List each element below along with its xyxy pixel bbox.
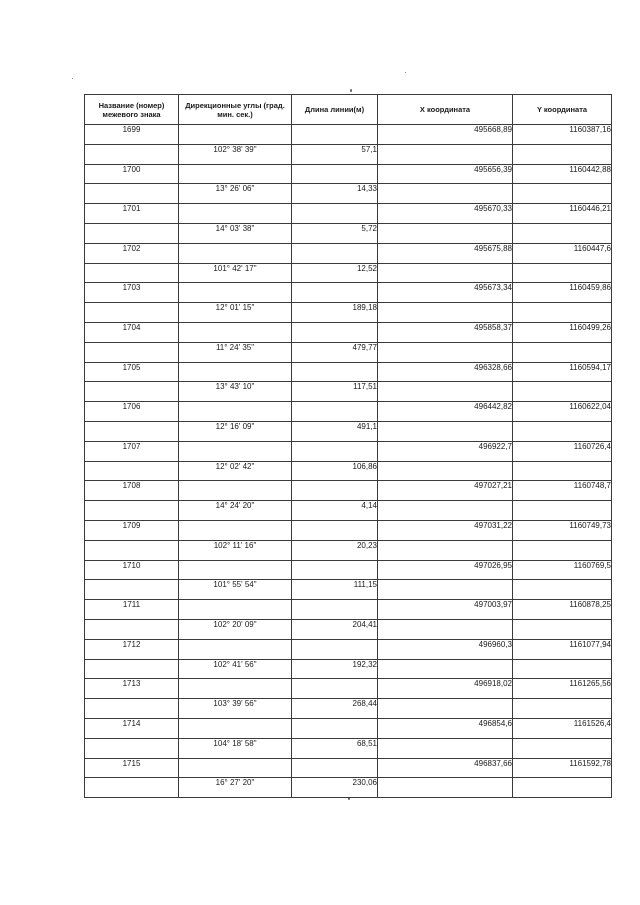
scan-speck [72,78,73,79]
cell-line-length: 106,86 [292,461,378,481]
cell-y-coordinate [513,223,612,243]
cell-line-length [292,520,378,540]
cell-y-coordinate: 1160769,5 [513,560,612,580]
table-row [85,520,612,540]
header-mark-name: Название (номер) межевого знака [85,95,179,125]
cell-bearing [179,679,292,699]
cell-y-coordinate: 1161077,94 [513,639,612,659]
cell-x-coordinate: 495670,33 [378,204,513,224]
table-row [85,481,612,501]
cell-y-coordinate: 1160442,88 [513,164,612,184]
header-line-length: Длина линии(м) [292,95,378,125]
table-row [85,718,612,738]
cell-bearing [179,322,292,342]
cell-bearing [179,243,292,263]
cell-mark-name: 1707 [85,441,179,461]
cell-line-length: 14,33 [292,184,378,204]
table-row [85,778,612,798]
cell-line-length: 5,72 [292,223,378,243]
cell-y-coordinate [513,580,612,600]
table-row [85,184,612,204]
table-row [85,144,612,164]
cell-y-coordinate: 1161265,56 [513,679,612,699]
cell-bearing [179,560,292,580]
cell-x-coordinate: 497027,21 [378,481,513,501]
cell-y-coordinate: 1160499,26 [513,322,612,342]
cell-x-coordinate [378,501,513,521]
cell-line-length: 111,15 [292,580,378,600]
cell-x-coordinate [378,778,513,798]
cell-x-coordinate [378,461,513,481]
cell-line-length [292,718,378,738]
cell-line-length: 192,32 [292,659,378,679]
cell-bearing [179,402,292,422]
cell-bearing [179,125,292,145]
cell-bearing [179,164,292,184]
cell-line-length [292,283,378,303]
cell-line-length [292,639,378,659]
cell-bearing: 102° 41' 56" [179,659,292,679]
table-row [85,382,612,402]
table-row [85,421,612,441]
cell-bearing [179,362,292,382]
cell-bearing [179,718,292,738]
cell-line-length: 57,1 [292,144,378,164]
table-row [85,659,612,679]
cell-line-length: 479,77 [292,342,378,362]
cell-mark-name: 1705 [85,362,179,382]
cell-x-coordinate [378,540,513,560]
cell-y-coordinate: 1160878,25 [513,600,612,620]
cell-mark-name [85,263,179,283]
table-row [85,263,612,283]
table-row [85,758,612,778]
cell-x-coordinate [378,303,513,323]
cell-x-coordinate [378,699,513,719]
cell-line-length [292,362,378,382]
cell-bearing [179,520,292,540]
cell-mark-name [85,184,179,204]
cell-line-length: 4,14 [292,501,378,521]
scan-speck [350,89,352,92]
cell-bearing: 14° 24' 20" [179,501,292,521]
cell-mark-name: 1701 [85,204,179,224]
cell-line-length [292,441,378,461]
table-row [85,600,612,620]
cell-line-length [292,125,378,145]
cell-y-coordinate [513,461,612,481]
table-row [85,164,612,184]
cell-mark-name [85,659,179,679]
header-x-coordinate: X координата [378,95,513,125]
cell-mark-name [85,540,179,560]
cell-y-coordinate [513,659,612,679]
cell-x-coordinate: 496854,6 [378,718,513,738]
cell-y-coordinate [513,382,612,402]
cell-bearing: 11° 24' 35" [179,342,292,362]
cell-bearing: 14° 03' 38" [179,223,292,243]
cell-x-coordinate: 497026,95 [378,560,513,580]
cell-y-coordinate: 1160446,21 [513,204,612,224]
cell-y-coordinate: 1160447,6 [513,243,612,263]
cell-y-coordinate: 1160387,16 [513,125,612,145]
cell-bearing [179,758,292,778]
cell-mark-name: 1714 [85,718,179,738]
cell-mark-name [85,303,179,323]
cell-mark-name: 1700 [85,164,179,184]
cell-y-coordinate [513,184,612,204]
cell-mark-name: 1708 [85,481,179,501]
table-row [85,738,612,758]
cell-mark-name: 1712 [85,639,179,659]
cell-x-coordinate [378,263,513,283]
cell-y-coordinate [513,619,612,639]
table-row [85,441,612,461]
cell-line-length: 491,1 [292,421,378,441]
cell-y-coordinate [513,699,612,719]
cell-line-length: 20,23 [292,540,378,560]
cell-line-length: 117,51 [292,382,378,402]
cell-y-coordinate: 1160748,7 [513,481,612,501]
cell-x-coordinate [378,619,513,639]
table-row [85,223,612,243]
cell-y-coordinate [513,501,612,521]
cell-mark-name: 1715 [85,758,179,778]
cell-bearing: 102° 38' 39" [179,144,292,164]
cell-mark-name: 1703 [85,283,179,303]
cell-line-length: 68,51 [292,738,378,758]
header-y-coordinate: Y координата [513,95,612,125]
table-row [85,204,612,224]
cell-bearing: 104° 18' 58" [179,738,292,758]
cell-x-coordinate [378,382,513,402]
cell-mark-name: 1709 [85,520,179,540]
boundary-marks-table [84,94,612,798]
cell-y-coordinate [513,738,612,758]
cell-x-coordinate: 496837,66 [378,758,513,778]
table-row [85,322,612,342]
cell-mark-name: 1713 [85,679,179,699]
cell-bearing [179,600,292,620]
cell-mark-name: 1702 [85,243,179,263]
cell-x-coordinate: 496918,02 [378,679,513,699]
cell-x-coordinate: 496922,7 [378,441,513,461]
cell-bearing: 16° 27' 20" [179,778,292,798]
cell-mark-name [85,342,179,362]
cell-x-coordinate [378,580,513,600]
cell-y-coordinate: 1160622,04 [513,402,612,422]
cell-y-coordinate: 1161526,4 [513,718,612,738]
cell-mark-name [85,778,179,798]
cell-bearing: 12° 16' 09" [179,421,292,441]
cell-bearing [179,639,292,659]
cell-x-coordinate: 497003,97 [378,600,513,620]
cell-bearing: 13° 43' 10" [179,382,292,402]
cell-mark-name [85,223,179,243]
cell-bearing [179,283,292,303]
cell-mark-name: 1711 [85,600,179,620]
cell-line-length: 189,18 [292,303,378,323]
cell-line-length [292,204,378,224]
cell-x-coordinate [378,342,513,362]
cell-line-length: 204,41 [292,619,378,639]
table-row [85,501,612,521]
cell-line-length: 12,52 [292,263,378,283]
cell-mark-name [85,382,179,402]
cell-line-length [292,679,378,699]
cell-line-length [292,243,378,263]
cell-y-coordinate [513,303,612,323]
cell-mark-name [85,144,179,164]
cell-y-coordinate [513,144,612,164]
table-body [85,125,612,798]
cell-bearing [179,204,292,224]
cell-x-coordinate [378,144,513,164]
table-row [85,402,612,422]
cell-y-coordinate [513,421,612,441]
cell-y-coordinate: 1161592,78 [513,758,612,778]
header-bearing: Дирекционные углы (град. мин. сек.) [179,95,292,125]
cell-bearing: 103° 39' 56" [179,699,292,719]
table-row [85,639,612,659]
cell-x-coordinate [378,223,513,243]
cell-mark-name: 1710 [85,560,179,580]
table-row [85,243,612,263]
cell-mark-name [85,699,179,719]
cell-x-coordinate: 496960,3 [378,639,513,659]
cell-line-length [292,322,378,342]
table-header-row [85,95,612,125]
cell-bearing [179,481,292,501]
table-row [85,303,612,323]
cell-x-coordinate: 495858,37 [378,322,513,342]
cell-x-coordinate: 495675,88 [378,243,513,263]
cell-mark-name [85,501,179,521]
table-row [85,560,612,580]
table-row [85,619,612,639]
cell-x-coordinate [378,184,513,204]
cell-bearing: 12° 02' 42" [179,461,292,481]
cell-x-coordinate [378,421,513,441]
cell-y-coordinate: 1160726,4 [513,441,612,461]
cell-bearing: 102° 20' 09" [179,619,292,639]
table-row [85,580,612,600]
cell-line-length [292,600,378,620]
cell-x-coordinate: 495668,89 [378,125,513,145]
cell-y-coordinate [513,342,612,362]
cell-line-length: 268,44 [292,699,378,719]
cell-line-length [292,758,378,778]
cell-mark-name [85,738,179,758]
cell-x-coordinate: 495673,34 [378,283,513,303]
cell-x-coordinate [378,738,513,758]
table-row [85,362,612,382]
cell-line-length: 230,06 [292,778,378,798]
cell-line-length [292,402,378,422]
cell-x-coordinate: 496442,82 [378,402,513,422]
cell-line-length [292,481,378,501]
cell-mark-name [85,580,179,600]
table-row [85,699,612,719]
cell-y-coordinate [513,263,612,283]
cell-x-coordinate: 495656,39 [378,164,513,184]
table-row [85,461,612,481]
cell-bearing: 101° 42' 17" [179,263,292,283]
cell-mark-name [85,619,179,639]
scan-speck [405,72,406,73]
cell-line-length [292,164,378,184]
table-row [85,125,612,145]
cell-bearing: 13° 26' 06" [179,184,292,204]
cell-line-length [292,560,378,580]
cell-mark-name [85,421,179,441]
table-row [85,342,612,362]
cell-x-coordinate [378,659,513,679]
table-row [85,679,612,699]
cell-bearing: 12° 01' 15" [179,303,292,323]
cell-y-coordinate: 1160459,86 [513,283,612,303]
cell-bearing [179,441,292,461]
cell-y-coordinate [513,540,612,560]
cell-y-coordinate: 1160594,17 [513,362,612,382]
cell-x-coordinate: 496328,66 [378,362,513,382]
cell-mark-name: 1706 [85,402,179,422]
table-row [85,540,612,560]
cell-y-coordinate: 1160749,73 [513,520,612,540]
cell-bearing: 101° 55' 54" [179,580,292,600]
cell-mark-name [85,461,179,481]
cell-mark-name: 1704 [85,322,179,342]
cell-mark-name: 1699 [85,125,179,145]
table-row [85,283,612,303]
cell-y-coordinate [513,778,612,798]
cell-x-coordinate: 497031,22 [378,520,513,540]
cell-bearing: 102° 11' 16" [179,540,292,560]
